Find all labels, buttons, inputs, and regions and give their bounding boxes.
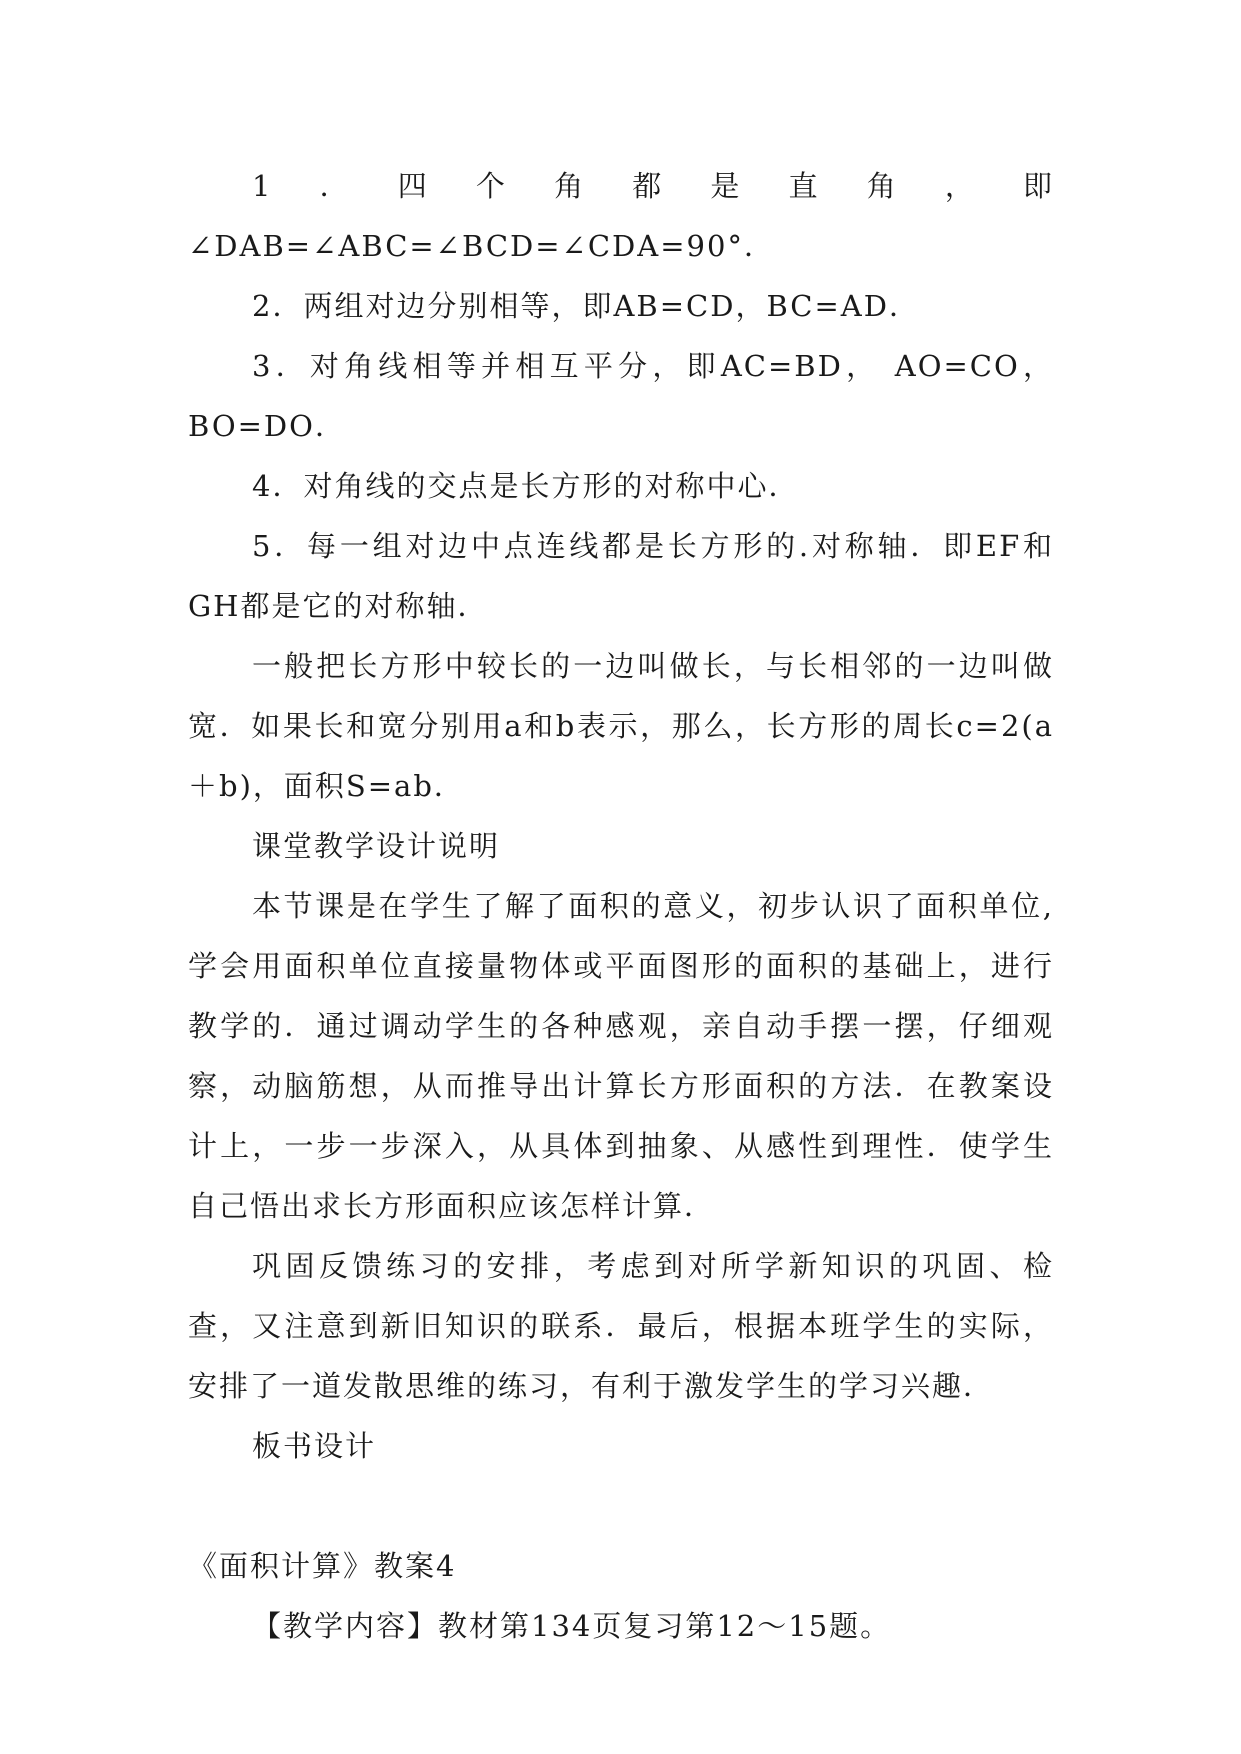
rectangle-property-5: 5．每一组对边中点连线都是长方形的.对称轴．即EF和GH都是它的对称轴．: [188, 529, 1054, 623]
teaching-content: 【教学内容】教材第134页复习第12～15题。: [252, 1609, 892, 1643]
rectangle-property-3: 3．对角线相等并相互平分，即AC=BD， AO=CO，BO=DO．: [188, 349, 1054, 443]
rectangle-property-2: 2．两组对边分别相等，即AB=CD，BC=AD．: [252, 289, 920, 323]
design-notes-paragraph: 本节课是在学生了解了面积的意义，初步认识了面积单位,学会用面积单位直接量物体或平面图形的面积的基础上，进行教学的．通过调动学生的各种感观，亲自动手摆一摆，仔细观察，动脑筋想，从而推导出计算长方形面积的方法．在教案设计上，一步一步深入，从具体到抽象、从感性到理性．使学生自己悟出求长方形面积应该怎样计算．: [188, 889, 1054, 1223]
design-notes-heading: 课堂教学设计说明: [252, 829, 501, 863]
blank-line: [188, 1476, 1054, 1536]
section-title: 《面积计算》教案4: [188, 1549, 457, 1583]
rectangle-property-4: 4．对角线的交点是长方形的对称中心．: [252, 469, 800, 503]
length-width-paragraph: 一般把长方形中较长的一边叫做长，与长相邻的一边叫做宽．如果长和宽分别用a和b表示，那么，长方形的周长c=2(a＋b)，面积S=ab．: [188, 649, 1054, 803]
document-body: [188, 156, 1054, 1656]
practice-arrangement-paragraph: 巩固反馈练习的安排，考虑到对所学新知识的巩固、检查，又注意到新旧知识的联系．最后，根据本班学生的实际，安排了一道发散思维的练习，有利于激发学生的学习兴趣．: [188, 1249, 1054, 1403]
blackboard-design-heading: 板书设计: [252, 1429, 377, 1463]
rectangle-property-1: 1．四个角都是直角，即∠DAB=∠ABC=∠BCD=∠CDA=90°．: [188, 169, 1054, 263]
